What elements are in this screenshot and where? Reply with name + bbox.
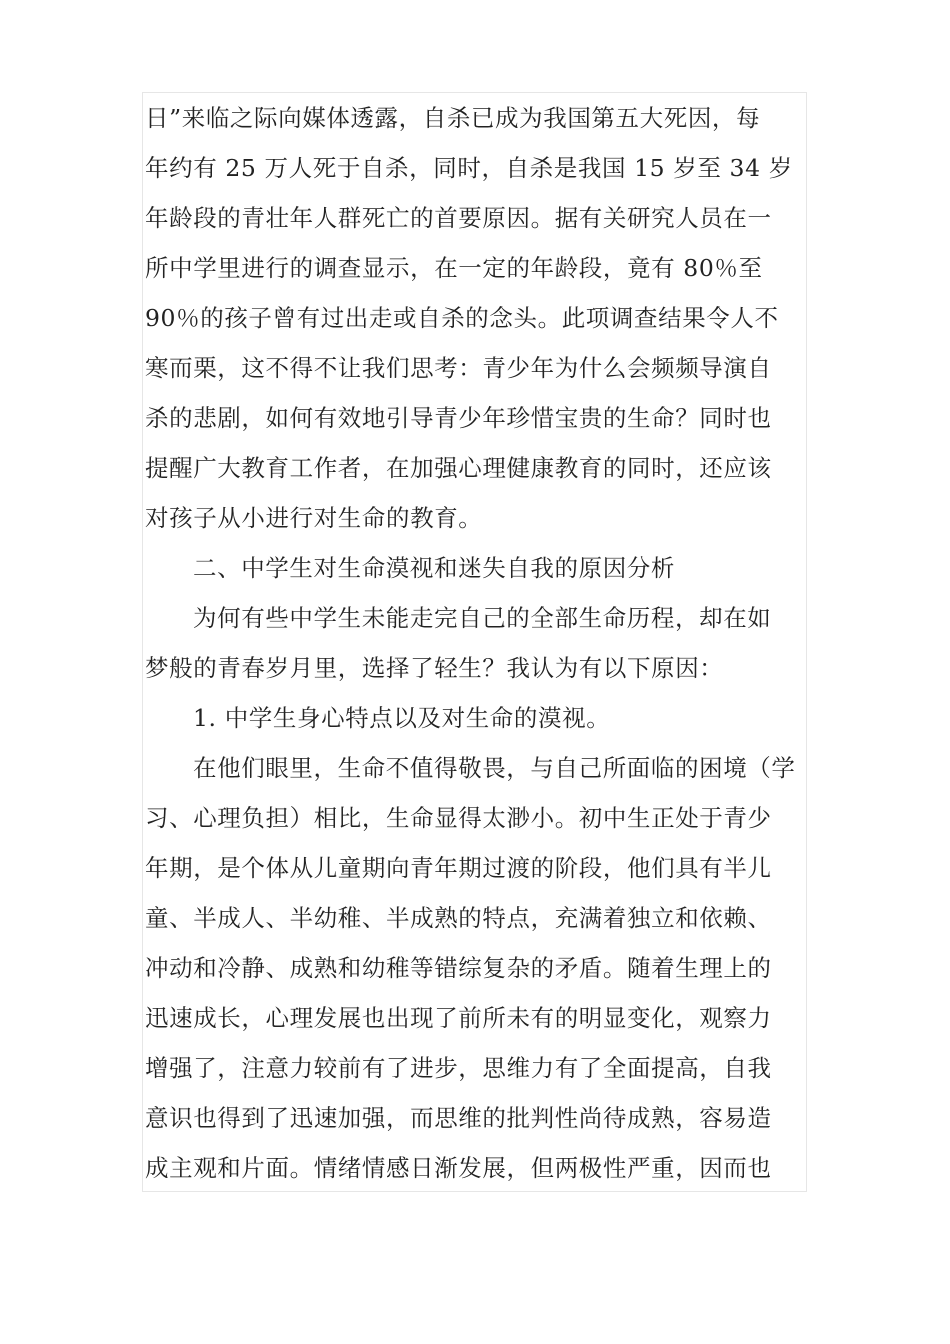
- text-line: 为何有些中学生未能走完自己的全部生命历程，却在如: [193, 604, 772, 632]
- subsection-heading: 1. 中学生身心特点以及对生命的漠视。: [193, 704, 611, 732]
- text-line: 所中学里进行的调查显示，在一定的年龄段，竟有 80％至: [145, 254, 763, 282]
- text-line: 迅速成长，心理发展也出现了前所未有的明显变化，观察力: [145, 1004, 772, 1032]
- text-line: 年约有 25 万人死于自杀，同时，自杀是我国 15 岁至 34 岁: [145, 154, 793, 182]
- section-heading: 二、中学生对生命漠视和迷失自我的原因分析: [193, 554, 675, 582]
- document-body: [145, 93, 807, 1193]
- text-line: 在他们眼里，生命不值得敬畏，与自己所面临的困境（学: [193, 754, 796, 782]
- text-line: 寒而栗，这不得不让我们思考：青少年为什么会频频导演自: [145, 354, 772, 382]
- text-line: 冲动和冷静、成熟和幼稚等错综复杂的矛盾。随着生理上的: [145, 954, 772, 982]
- text-line: 年期，是个体从儿童期向青年期过渡的阶段，他们具有半儿: [145, 854, 772, 882]
- text-line: 日”来临之际向媒体透露，自杀已成为我国第五大死因，每: [145, 104, 761, 132]
- text-line: 对孩子从小进行对生命的教育。: [145, 504, 483, 532]
- text-line: 童、半成人、半幼稚、半成熟的特点，充满着独立和依赖、: [145, 904, 772, 932]
- text-line: 增强了，注意力较前有了进步，思维力有了全面提高，自我: [145, 1054, 772, 1082]
- text-line: 年龄段的青壮年人群死亡的首要原因。据有关研究人员在一: [145, 204, 772, 232]
- text-line: 杀的悲剧，如何有效地引导青少年珍惜宝贵的生命？同时也: [145, 404, 772, 432]
- text-line: 意识也得到了迅速加强，而思维的批判性尚待成熟，容易造: [145, 1104, 772, 1132]
- text-line: 习、心理负担）相比，生命显得太渺小。初中生正处于青少: [145, 804, 772, 832]
- text-line: 成主观和片面。情绪情感日渐发展，但两极性严重，因而也: [145, 1154, 772, 1182]
- text-line: 90％的孩子曾有过出走或自杀的念头。此项调查结果令人不: [145, 304, 779, 332]
- text-line: 梦般的青春岁月里，选择了轻生？我认为有以下原因：: [145, 654, 724, 682]
- text-line: 提醒广大教育工作者，在加强心理健康教育的同时，还应该: [145, 454, 772, 482]
